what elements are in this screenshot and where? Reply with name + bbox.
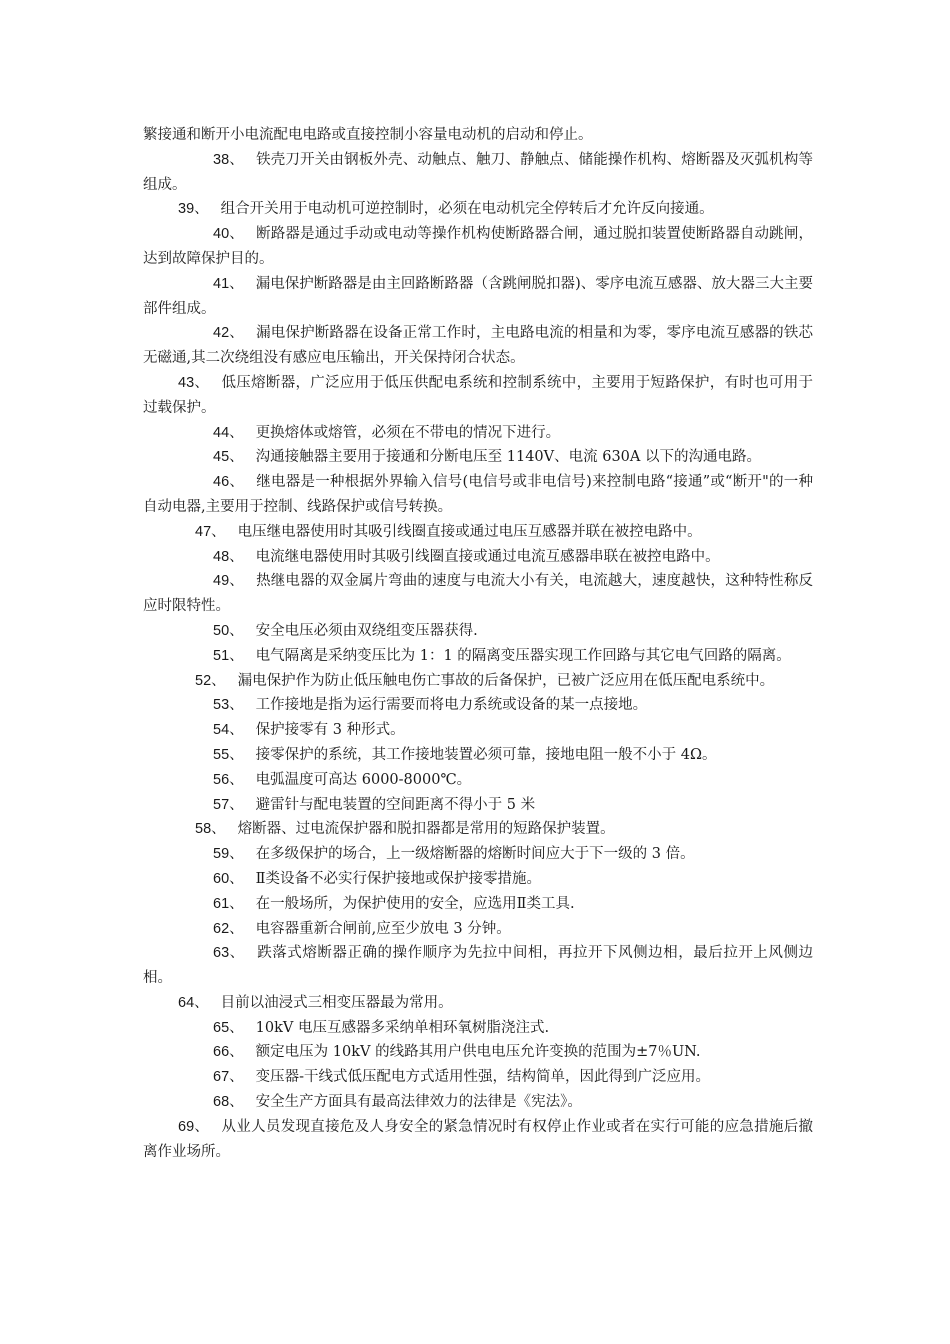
item-number: 55、 [213,746,244,763]
list-item [143,421,813,446]
item-number: 53、 [213,697,244,714]
item-number: 67、 [213,1069,244,1086]
item-text: 在多级保护的场合，上一级熔断器的熔断时间应大于下一级的 3 倍。 [255,846,695,863]
item-text: 安全电压必须由双绕组变压器获得. [255,622,478,639]
item-number: 69、 [178,1118,210,1135]
item-text: 10kV 电压互感器多采纳单相环氧树脂浇注式. [255,1019,550,1036]
item-text: Ⅱ类设备不必实行保护接地或保护接零措施。 [255,870,541,887]
list-item [143,718,813,743]
item-number: 66、 [213,1044,244,1061]
item-text: 断路器是通过手动或电动等操作机构使断路器合闸，通过脱扣装置使断路器自动跳闸，达到故障保护目的。 [143,226,813,267]
list-item [143,917,813,942]
item-number: 41、 [213,275,244,292]
list-item [143,123,813,148]
item-text: 漏电保护作为防止低压触电伤亡事故的后备保护，已被广泛应用在低压配电系统中。 [237,672,775,689]
list-item [143,197,813,222]
item-text: 从业人员发现直接危及人身安全的紧急情况时有权停止作业或者在实行可能的应急措施后撤离作业场所。 [143,1118,813,1160]
item-number: 43、 [178,374,210,391]
item-text: 沟通接触器主要用于接通和分断电压至 1140V、电流 630A 以下的沟通电路。 [255,449,761,466]
list-item [143,321,813,371]
item-text: 工作接地是指为运行需要而将电力系统或设备的某一点接地。 [255,697,648,714]
list-item [143,569,813,619]
item-number: 54、 [213,722,244,739]
item-number: 50、 [213,622,244,639]
list-item [143,1090,813,1115]
item-number: 62、 [213,920,244,937]
list-item [143,941,813,991]
item-text: 组合开关用于电动机可逆控制时，必须在电动机完全停转后才允许反向接通。 [220,201,714,218]
list-item [143,1115,813,1165]
list-item [143,1065,813,1090]
item-number: 63、 [213,945,245,962]
item-text: 熔断器、过电流保护器和脱扣器都是常用的短路保护装置。 [237,821,615,838]
item-text: 避雷针与配电装置的空间距离不得小于 5 米 [255,796,536,813]
list-item [143,693,813,718]
item-number: 42、 [213,325,244,342]
item-text: 保护接零有 3 种形式。 [255,722,405,739]
list-item [143,1016,813,1041]
list-item [143,1040,813,1065]
item-number: 40、 [213,226,244,243]
item-number: 56、 [213,771,244,788]
list-item [143,892,813,917]
document-body [143,123,813,1164]
list-item [143,222,813,272]
item-number: 52、 [195,672,226,689]
list-item [143,445,813,470]
list-item [143,867,813,892]
item-number: 38、 [213,151,244,168]
list-item [143,793,813,818]
item-number: 45、 [213,449,244,466]
item-text: 安全生产方面具有最高法律效力的法律是《宪法》。 [255,1094,582,1111]
list-item [143,768,813,793]
item-number: 51、 [213,647,244,664]
item-number: 39、 [178,201,209,218]
item-text: 跌落式熔断器正确的操作顺序为先拉中间相，再拉开下风侧边相，最后拉开上风侧边相。 [143,945,813,987]
item-number: 59、 [213,846,244,863]
item-text: 电流继电器使用时其吸引线圈直接或通过电流互感器串联在被控电路中。 [255,548,720,565]
item-text: 低压熔断器，广泛应用于低压供配电系统和控制系统中，主要用于短路保护，有时也可用于过载保护。 [143,374,813,416]
item-number: 65、 [213,1019,244,1036]
item-text: 电压继电器使用时其吸引线圈直接或通过电压互感器并联在被控电路中。 [237,523,702,540]
item-text: 热继电器的双金属片弯曲的速度与电流大小有关，电流越大，速度越快，这种特性称反应时限特性。 [143,573,813,615]
list-item [143,842,813,867]
item-number: 47、 [195,523,226,540]
item-text: 继电器是一种根据外界输入信号(电信号或非电信号)来控制电路“接通”或“断开"的一种自动电器,主要用于控制、线路保护或信号转换。 [143,474,813,515]
item-text: 漏电保护断路器在设备正常工作时，主电路电流的相量和为零，零序电流互感器的铁芯无磁通,其二次绕组没有感应电压输出，开关保持闭合状态。 [143,325,813,367]
list-item [143,545,813,570]
item-number: 68、 [213,1094,244,1111]
item-text: 繁接通和断开小电流配电电路或直接控制小容量电动机的启动和停止。 [143,127,593,143]
list-item [143,644,813,669]
item-number: 46、 [213,474,245,491]
list-item [143,619,813,644]
item-number: 49、 [213,573,244,590]
item-number: 60、 [213,870,244,887]
item-number: 61、 [213,895,244,912]
list-item [143,520,813,545]
list-item [143,743,813,768]
list-item [143,148,813,198]
item-text: 铁壳刀开关由钢板外壳、动触点、触刀、静触点、储能操作机构、熔断器及灭弧机构等组成。 [143,151,813,193]
list-item [143,669,813,694]
item-text: 电容器重新合闸前,应至少放电 3 分钟。 [255,920,511,937]
item-text: 电气隔离是采纳变压比为 1：1 的隔离变压器实现工作回路与其它电气回路的隔离。 [255,647,791,664]
item-number: 57、 [213,796,244,813]
item-text: 漏电保护断路器是由主回路断路器（含跳闸脱扣器)、零序电流互感器、放大器三大主要部件组成。 [143,275,813,317]
list-item [143,470,813,520]
item-text: 接零保护的系统，其工作接地装置必须可靠，接地电阻一般不小于 4Ω。 [255,746,717,763]
item-text: 额定电压为 10kV 的线路其用户供电电压允许变换的范围为±7％UN. [255,1044,701,1061]
list-item [143,272,813,322]
item-text: 变压器-干线式低压配电方式适用性强，结构简单，因此得到广泛应用。 [255,1069,711,1086]
item-number: 64、 [178,994,209,1011]
item-text: 在一般场所，为保护使用的安全，应选用Ⅱ类工具. [255,895,575,912]
item-text: 更换熔体或熔管，必须在不带电的情况下进行。 [255,424,561,441]
list-item [143,817,813,842]
item-number: 58、 [195,821,226,838]
item-number: 48、 [213,548,244,565]
item-text: 目前以油浸式三相变压器最为常用。 [220,994,453,1011]
list-item [143,371,813,421]
list-item [143,991,813,1016]
item-text: 电弧温度可高达 6000-8000℃。 [255,771,472,788]
item-number: 44、 [213,424,244,441]
